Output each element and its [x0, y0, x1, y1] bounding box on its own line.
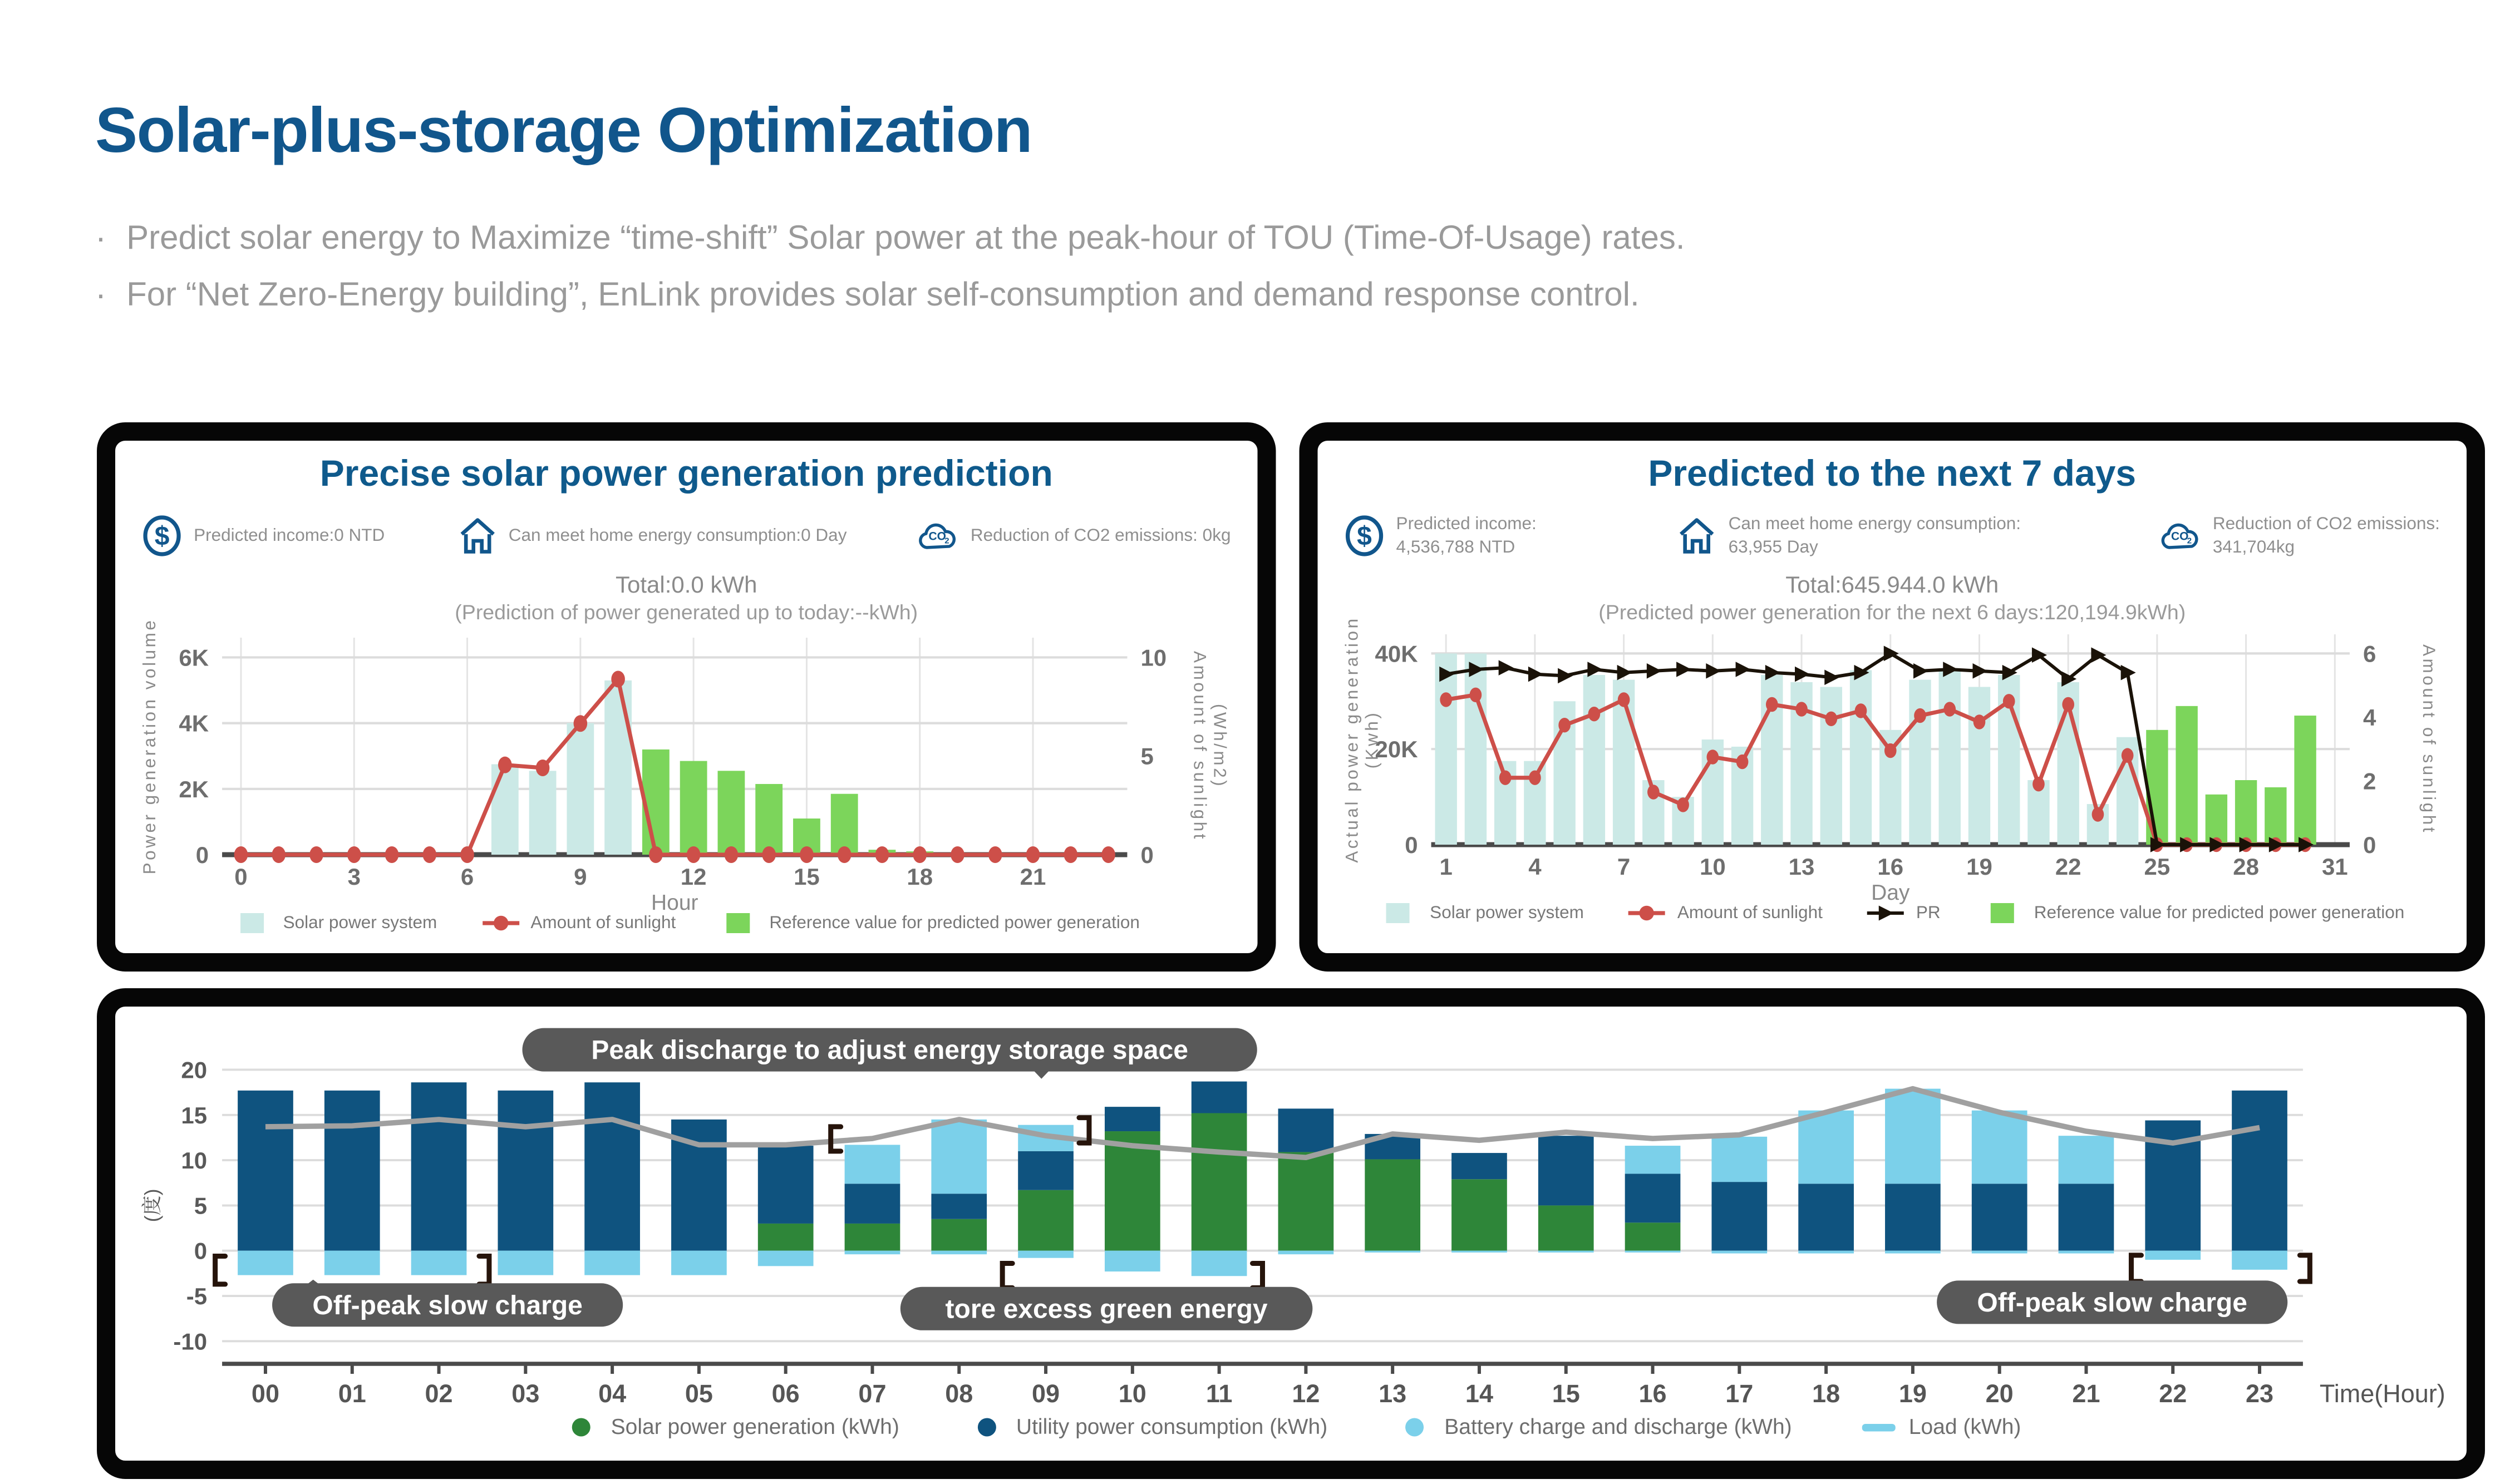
svg-text:2K: 2K — [179, 776, 209, 802]
svg-text:16: 16 — [1877, 854, 1904, 880]
stat-item — [919, 516, 1231, 556]
svg-text:03: 03 — [511, 1379, 540, 1408]
intro-bullets — [95, 220, 1685, 334]
legend-label: Solar power system — [1430, 903, 1584, 923]
panel-title: Precise solar power generation prediction — [319, 452, 1053, 494]
svg-text:Actual power generation: Actual power generation — [1341, 616, 1362, 863]
svg-text:6: 6 — [460, 864, 474, 890]
stat-item — [142, 516, 385, 556]
totals — [115, 571, 1257, 624]
svg-text:21: 21 — [1020, 864, 1046, 890]
svg-text:01: 01 — [338, 1379, 366, 1408]
hourly-prediction-chart — [135, 618, 1237, 915]
svg-text:40K: 40K — [1375, 640, 1418, 667]
svg-text:CO: CO — [2171, 530, 2189, 543]
svg-text:05: 05 — [685, 1379, 713, 1408]
bullet-text: For “Net Zero-Energy building”, EnLink provides solar self-consumption and demand response control. — [126, 277, 1640, 314]
svg-text:31: 31 — [2321, 854, 2348, 880]
svg-text:16: 16 — [1638, 1379, 1667, 1408]
svg-text:5: 5 — [194, 1192, 208, 1219]
legend-label: Load (kWh) — [1908, 1414, 2021, 1439]
svg-text:11: 11 — [1205, 1379, 1233, 1408]
svg-text:$: $ — [1357, 521, 1372, 551]
panel-storage-schedule — [97, 988, 2485, 1479]
svg-text:10: 10 — [1699, 854, 1726, 880]
svg-text:3: 3 — [347, 864, 361, 890]
legend-item — [719, 911, 1140, 935]
annotation-bubble — [900, 1287, 1313, 1330]
legend-label: Solar power generation (kWh) — [611, 1414, 899, 1439]
svg-text:1: 1 — [1439, 854, 1453, 880]
bullet-text: Predict solar energy to Maximize “time-shift” Solar power at the peak-hour of TOU (Time-Of-Usage) rates. — [126, 220, 1685, 257]
svg-text:-5: -5 — [186, 1283, 208, 1310]
legend-item — [1984, 901, 2405, 925]
legend-item — [1859, 1414, 2021, 1439]
svg-text:9: 9 — [574, 864, 587, 890]
svg-text:Amount of sunlight: Amount of sunlight — [1190, 651, 1210, 841]
dollar-icon — [142, 516, 182, 556]
legend-swatch-square — [1984, 901, 2024, 925]
annotation-bubble — [1937, 1280, 2287, 1324]
stat-text: Reduction of CO2 emissions: 341,704kg — [2212, 514, 2440, 558]
legend-item — [480, 911, 676, 935]
legend-label: Battery charge and discharge (kWh) — [1444, 1414, 1792, 1439]
legend-swatch-arrowline — [1866, 901, 1906, 925]
svg-text:18: 18 — [907, 864, 933, 890]
svg-text:13: 13 — [1788, 854, 1815, 880]
svg-text:19: 19 — [1966, 854, 1992, 880]
svg-text:23: 23 — [2245, 1379, 2274, 1408]
svg-text:21: 21 — [2072, 1379, 2100, 1408]
total-line: Total:0.0 kWh — [615, 571, 757, 598]
svg-text:15: 15 — [794, 864, 820, 890]
legend-label: Utility power consumption (kWh) — [1016, 1414, 1328, 1439]
stat-text: Can meet home energy consumption: 63,955 Day — [1728, 514, 2021, 558]
svg-text:02: 02 — [425, 1379, 453, 1408]
svg-text:2: 2 — [2187, 536, 2192, 546]
svg-text:00: 00 — [251, 1379, 280, 1408]
chart-legend — [115, 1414, 2467, 1439]
storage-schedule-chart — [135, 1017, 2447, 1414]
total-sub-line: (Prediction of power generated up to today:--kWh) — [455, 601, 918, 624]
co2-cloud-icon — [919, 516, 959, 556]
legend-item — [1627, 901, 1823, 925]
stat-text: Reduction of CO2 emissions: 0kg — [970, 525, 1231, 546]
svg-text:14: 14 — [1465, 1379, 1493, 1408]
dollar-icon — [1345, 516, 1385, 556]
chart-legend — [1318, 901, 2467, 925]
svg-text:tore excess green energy: tore excess green energy — [945, 1294, 1268, 1324]
bullet-marker: · — [95, 277, 107, 314]
svg-text:4: 4 — [1528, 854, 1542, 880]
stat-item — [457, 516, 847, 556]
svg-text:0: 0 — [2363, 832, 2376, 858]
svg-text:-10: -10 — [173, 1328, 208, 1355]
svg-text:12: 12 — [1292, 1379, 1320, 1408]
legend-item — [966, 1414, 1327, 1439]
legend-label: PR — [1916, 903, 1941, 923]
page-title: Solar-plus-storage Optimization — [95, 97, 1032, 167]
svg-text:22: 22 — [2055, 854, 2081, 880]
legend-label: Amount of sunlight — [530, 913, 676, 933]
svg-text:6: 6 — [2363, 640, 2376, 667]
stat-text: Predicted income:0 NTD — [194, 525, 385, 546]
svg-text:10: 10 — [1140, 644, 1167, 671]
svg-text:(Kwh): (Kwh) — [1361, 710, 1382, 769]
svg-text:2: 2 — [2363, 768, 2376, 795]
house-icon — [457, 516, 497, 556]
svg-text:10: 10 — [181, 1147, 208, 1174]
svg-text:7: 7 — [1617, 854, 1631, 880]
svg-text:$: $ — [154, 521, 170, 551]
total-sub-line: (Predicted power generation for the next 6 days:120,194.9kWh) — [1598, 601, 2186, 624]
svg-text:06: 06 — [771, 1379, 800, 1408]
legend-swatch-square — [233, 911, 273, 935]
legend-label: Reference value for predicted power generation — [2034, 903, 2405, 923]
legend-swatch-dot — [1394, 1415, 1434, 1438]
legend-item — [561, 1414, 899, 1439]
svg-text:6K: 6K — [179, 644, 209, 671]
svg-text:0: 0 — [194, 1238, 208, 1264]
svg-text:15: 15 — [181, 1102, 208, 1128]
panel-hourly-prediction — [97, 422, 1276, 972]
legend-swatch-square — [1380, 901, 1420, 925]
svg-text:4K: 4K — [179, 710, 209, 737]
bullet-item — [95, 277, 1685, 315]
svg-text:07: 07 — [858, 1379, 887, 1408]
svg-text:17: 17 — [1725, 1379, 1754, 1408]
svg-text:13: 13 — [1379, 1379, 1407, 1408]
svg-text:2: 2 — [944, 536, 950, 546]
svg-text:Power generation volume: Power generation volume — [139, 618, 160, 875]
svg-text:22: 22 — [2159, 1379, 2187, 1408]
legend-item — [233, 911, 437, 935]
bullet-marker: · — [95, 220, 107, 257]
stat-text: Can meet home energy consumption:0 Day — [508, 525, 847, 546]
svg-text:18: 18 — [1812, 1379, 1840, 1408]
legend-label: Solar power system — [283, 913, 437, 933]
legend-swatch-line — [1859, 1415, 1899, 1438]
svg-text:Off-peak slow charge: Off-peak slow charge — [312, 1290, 583, 1320]
svg-text:20K: 20K — [1375, 736, 1418, 763]
svg-text:Peak discharge to adjust energ: Peak discharge to adjust energy storage space — [591, 1036, 1188, 1066]
svg-text:09: 09 — [1032, 1379, 1060, 1408]
legend-item — [1866, 901, 1941, 925]
svg-text:(度): (度) — [140, 1189, 164, 1222]
annotation-bubble — [272, 1283, 623, 1327]
stat-item — [1345, 512, 1537, 559]
legend-item — [1380, 901, 1584, 925]
svg-text:19: 19 — [1898, 1379, 1927, 1408]
house-icon — [1677, 516, 1717, 556]
legend-swatch-square — [719, 911, 759, 935]
legend-label: Reference value for predicted power generation — [769, 913, 1140, 933]
chart-legend — [115, 911, 1257, 935]
svg-text:20: 20 — [181, 1057, 208, 1083]
svg-text:04: 04 — [598, 1379, 627, 1408]
panel-title: Predicted to the next 7 days — [1648, 452, 2137, 494]
panel-7day-prediction — [1300, 422, 2485, 972]
annotation-bubble — [522, 1028, 1257, 1072]
legend-swatch-dotline — [1627, 901, 1667, 925]
legend-swatch-dot — [561, 1415, 601, 1438]
svg-text:0: 0 — [1140, 842, 1154, 868]
bullet-item — [95, 220, 1685, 259]
svg-text:08: 08 — [945, 1379, 973, 1408]
total-line: Total:645.944.0 kWh — [1785, 571, 1999, 598]
svg-text:(Wh/m2): (Wh/m2) — [1210, 703, 1231, 789]
stat-item — [1677, 512, 2021, 559]
legend-swatch-dotline — [480, 911, 520, 935]
svg-text:Hour: Hour — [651, 891, 698, 915]
svg-text:Off-peak slow charge: Off-peak slow charge — [1977, 1288, 2247, 1318]
svg-text:0: 0 — [195, 842, 209, 868]
svg-text:Amount of sunlight: Amount of sunlight — [2419, 644, 2439, 835]
stat-item — [2161, 512, 2440, 559]
svg-text:28: 28 — [2233, 854, 2259, 880]
svg-text:12: 12 — [680, 864, 707, 890]
svg-text:CO: CO — [929, 530, 947, 543]
svg-text:15: 15 — [1552, 1379, 1580, 1408]
totals — [1318, 571, 2467, 624]
legend-item — [1394, 1414, 1792, 1439]
stats-row — [1318, 499, 2467, 569]
svg-text:10: 10 — [1118, 1379, 1146, 1408]
svg-text:25: 25 — [2144, 854, 2171, 880]
svg-text:Time(Hour): Time(Hour) — [2319, 1379, 2445, 1408]
svg-text:20: 20 — [1985, 1379, 2014, 1408]
svg-text:5: 5 — [1140, 743, 1154, 770]
svg-text:Day: Day — [1871, 881, 1910, 905]
svg-text:4: 4 — [2363, 704, 2376, 731]
monthly-prediction-chart — [1338, 616, 2447, 905]
stats-row — [115, 499, 1257, 569]
svg-text:0: 0 — [1405, 832, 1418, 858]
stat-text: Predicted income: 4,536,788 NTD — [1396, 514, 1537, 558]
co2-cloud-icon — [2161, 516, 2201, 556]
legend-label: Amount of sunlight — [1677, 903, 1823, 923]
svg-text:0: 0 — [234, 864, 248, 890]
legend-swatch-dot — [966, 1415, 1006, 1438]
